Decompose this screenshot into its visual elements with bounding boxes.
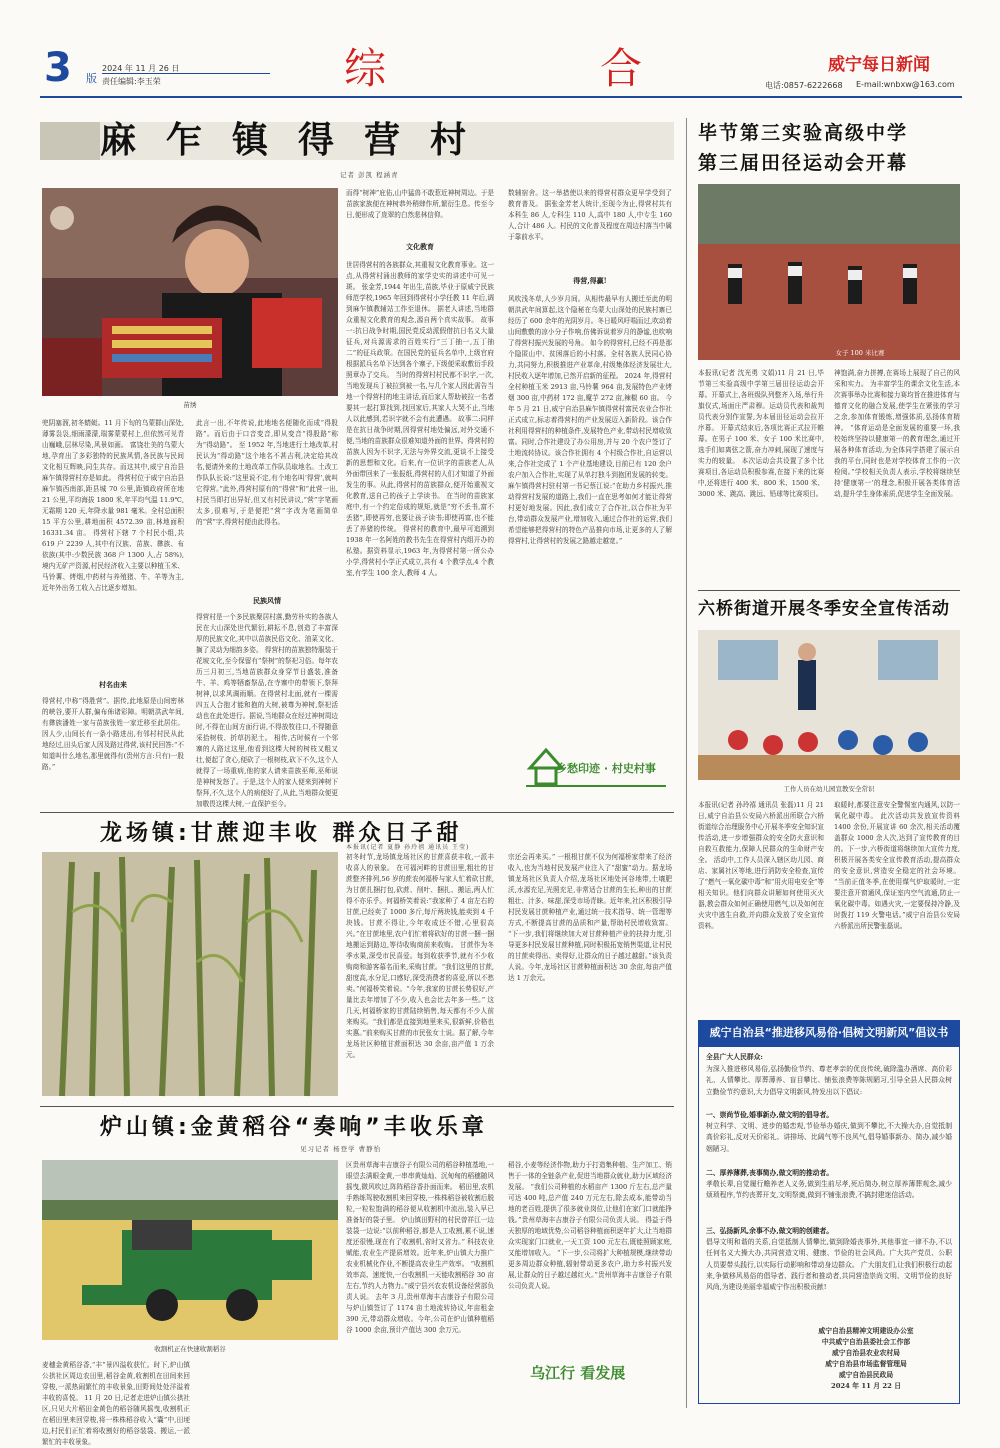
article5-column-2: 取暖时,都要注意安全警惕室内通风,以防一氧化碳中毒。 此次活动共发放宣传资料 1400 余份,开展宣讲 60 余次,相关活动覆盖群众 1000 余人次,达到了宣传教育的目的。下一步,六桥街道将继续加大宣传力度,积极开展各类安全宣传教育活动,提高群众的安全意识,营造安全稳定的社会环境。 “当前正值冬季,在使用煤气炉取暖时,一定要注意开窗通风,保证室内空气流通,防止一氧化碳中毒。如遇火灾,一定要保持冷静,及时拨打 119 火警电话。”威宁自治县公安局六桥派出所民警张磊说。 <box>834 801 960 930</box>
article3-headline: 炉山镇:金黄稻谷“奏响”丰收乐章 <box>100 1115 488 1140</box>
harvester-photo <box>42 1160 338 1340</box>
proposal-signatory-2: 中共威宁自治县委社会工作部 <box>821 1338 911 1346</box>
article2-byline: 本报讯(记者 夏静 孙玲禧 通讯员 王莹) <box>346 844 470 851</box>
article5-headline: 六桥街道开展冬季安全宣传活动 <box>698 599 950 619</box>
article1-subhead-1: 村名由来 <box>99 680 127 689</box>
article1-photo-caption: 苗绣 <box>183 401 197 409</box>
article1-column-3: 而得“树神”庇佑,山中猛兽不敢惹近神树周边。于是苗族家族便在神树恭外稍肆作所,繁衍生息。传至今日,便形成了庞翠的白然悲林信仰。 <box>346 189 494 219</box>
article5-column-1: 本报讯(记者 孙玲禧 通讯员 张磊)11 月 21 日,威宁自治县公安局六桥派出所联合六桥街道综合治理服务中心开展冬季安全知识宣传活动,进一步增强群众的安全防火意识和自救互救能力,保障人民群众的生命财产安全。 活动中,工作人员深入辖区幼儿园、商店、家属社区等地,进行消防安全检查,宣传了“燃气一氧化碳中毒”和“用火用电安全”等相关知识。他们向群众讲解如何使用灭火器,教会群众如何正确使用燃气,以及如何在火灾中逃生自救,并向群众发放了安全宣传资料。 <box>698 801 824 930</box>
masthead-divider <box>102 73 270 74</box>
embroidery-photo <box>42 188 338 396</box>
editor-credit: 责任编辑:李玉荣 <box>102 77 161 86</box>
issue-date: 2024 年 11 月 26 日 <box>102 64 180 73</box>
proposal-signatory-1: 威宁自治县精神文明建设办公室 <box>818 1327 914 1335</box>
article2-column-2: 宗还会再来买。” 一根根甘蔗不仅为何福桥家带来了经济收入,也为当地村民发展产业注入了“甜蜜”动力。据龙场镇龙场社区负责人介绍,龙场社区地处河谷地带,土壤肥沃,水源充足,光照充足,非常适合甘蔗的生长,种出的甘蔗粗壮、汁多、味甜,深受市场青睐。近年来,社区积极引导村民发展甘蔗种植产业,通过统一技术指导、统一管理等方式,不断提高甘蔗的品质和产量,帮助村民增收致富。 “下一步,我们将继续加大对甘蔗种植产业的扶持力度,引导更多村民发展甘蔗种植,同时积极拓宽销售渠道,让村民的甘蔗卖得出、卖得好,让群众的日子越过越甜。”该负责人说。今年,龙场社区甘蔗种植面积达 30 余亩,每亩产值达 1 万余元。 <box>508 853 672 982</box>
proposal-intro: 为深入推进移风易俗,弘扬勤俭节约、尊老孝亲的优良传统,破除滥办酒席、高价彩礼、人情攀比、厚葬薄养、盲目攀比、铺张浪费等陈规陋习,引导全县人民群众树立勤俭节约意识,大力倡导文明新风,特发出以下倡议: <box>706 1065 952 1096</box>
article1-subhead-3: 民族风情 <box>253 596 281 605</box>
article1-column-1: 兜阴塞溜,初冬蜻蜓。11 月下旬的乌蒙群山深处,薄雾袅袅,细雨濛濛,瑞雾蒙蒙村上,但依然可见青山巍峨,层林尽染,风景如画。 富饶壮美的乌蒙大地,孕育出了多彩独特的民族风情,各民族与民间文化相互辉映,同生共存。而这其中,威宁自治县麻乍镇得营村亦是如此。 得营村位于威宁自治县麻乍镇西南部,距县城 70 公里,距镇政府所在地 21 公里,平均海拔 1800 米,年平均气温 11.9℃,无霜期 120 天,年降水量 981 毫米。全村总面积 15 平方公里,耕地面积 4572.39 亩,林地面积 16331.34 亩。 得营村下辖 7 个村民小组,共 619 户 2239 人,其中有汉族、苗族、彝族、布依族(其中:少数民族 368 户 1300 人,占 58%),境内无矿产资源,村民经济收入主要以种植玉米、马铃薯、烤烟,中药材与养殖猪、牛、羊等为主,近年外出务工收入占比逐步增加。 <box>42 419 184 592</box>
article1-column-4: 数辅宿舍。这一举措使以来的得营村群众更早学受到了教育普及。 据张金芳老人统计,至现今为止,得营村共有本科生 86 人,专科生 110 人,高中 180 人,中专生 160 人,合计 486 人。村民的文化普及程度在周边村落当中属于靠前水平。 <box>508 189 672 241</box>
proposal-signatory-3: 威宁自治县农业农村局 <box>832 1349 900 1357</box>
article1-byline: 记者 彭凯 程涵青 <box>340 171 399 179</box>
article4-column-1: 本报讯(记者 沈光勇 文娟)11 月 21 日,毕节第三实验高级中学第三届田径运动会开幕。开幕式上,各班级队列整齐入场,举行升旗仪式,场面庄严肃穆。运动员代表和裁判员代表分别作宣誓,为本届田径运动会拉开序幕。 开幕式结束后,各项比赛正式拉开帷幕。在男子 100 米、女子 100 米比赛中,选手们如离弦之箭,奋力冲刺,展现了速度与实力的较量。 本次运动会共设置了多个比赛项目,各运动员积极参赛,在接下来的比赛中,还将进行 400 米、800 米、1500 米、3000 米、跳高、跳远、铅球等比赛项目。 <box>698 369 824 498</box>
article4-headline-line2: 第三届田径运动会开幕 <box>698 152 909 174</box>
proposal-signatory-5: 威宁自治县民政局 <box>838 1371 894 1379</box>
village-history-stamp-text: 乡愁印迹 · 村史村事 <box>556 762 656 775</box>
sports-meet-photo <box>698 184 960 360</box>
article3-photo-caption: 收割机正在快速收割稻谷 <box>154 1345 226 1353</box>
article1-subhead-4: 得营,得赢! <box>573 276 607 285</box>
section-divider <box>40 1106 674 1107</box>
contact-phone: 电话:0857-6222668 <box>765 81 843 90</box>
article3-byline: 见习记者 杨登学 曹静怡 <box>300 1145 382 1153</box>
section-divider <box>698 590 960 591</box>
proposal-title: 威宁自治县“推进移风易俗·倡树文明新风”倡议书 <box>698 1020 960 1046</box>
article2-column-1: 初冬时节,龙场镇龙场社区的甘蔗喜获丰收,一派丰收喜人的景象。 在可福河畔的甘蔗田里,粗壮的甘蔗整齐排列,56 岁的蔗农何福桥与家人忙着砍甘蔗,为甘蔗扎捆打包,砍蔗、削叶、捆扎、搬运,两人忙得不亦乐乎。何福桥笑着说:“我家种了 4 亩左右的甘蔗,已经卖了 1000 多斤,每斤两块钱,能卖到 4 千块钱。甘蔗不得让,今年收成还不错,心里很高兴。”在甘蔗地里,农户们忙着将砍好的甘蔗一捆一捆地搬运到路边,等待收购商前来收购。 甘蔗作为冬季水果,深受市民喜爱。每到收获季节,就有不少收购商和游客慕名而来,采购甘蔗。“我们这里的甘蔗,甜度高,水分足,口感好,深受消费者的喜爱,所以不愁卖。”何福桥笑着说。“今年,我家的甘蔗长势很好,产量比去年增加了不少,收入也会比去年多一些。” 这几天,何福桥家的甘蔗陆续销售,每天都有不少人前来购买。“我们都是直接到地里来买,很新鲜,价格也实惠。”前来购买甘蔗的市民张女士说。据了解,今年龙场社区种植甘蔗面积达 30 余亩,亩产值 1 万余元。 <box>346 853 494 1059</box>
safety-campaign-photo <box>698 630 960 780</box>
proposal-item1-title: 一、崇尚节俭,婚事新办,做文明的倡导者。 <box>706 1111 834 1119</box>
article3-column-3: 稻谷,小麦等经济作物,助力于打造集种植、生产加工、销售于一体的全链条产业,促进当地群众就业,助力区域经济发展。 “我们公司种植的水稻亩产 1300 斤左右,总产量可达 400 吨,总产值 240 万元左右,除去成本,能带动当地的老百姓,提供了很多就业岗位,让他们在家门口就能挣钱。”贵州草海丰吉康谷子有限公司负责人说。 得益于得天独厚的地域优势,公司稻谷种植面积逐年扩大,让当地群众实现家门口就业,一天工资 100 元左右,既能照顾家庭,又能增加收入。 “下一步,公司将扩大种植规模,继续带动更多周边群众种植,辐射带动更多农户,助力乡村振兴发展,让群众的日子越过越红火。”贵州草海丰吉康谷子有限公司负责人说。 <box>508 1161 672 1290</box>
section-title-char-1: 综 <box>344 44 387 93</box>
contact-email: E-mail:wnbxw@163.com <box>856 80 955 89</box>
article1-column-1b: 得营村,中称“得胜营”。据传,此地原是山间密林的峡谷,要开人群,偏布佈诸彩障。明朝洪武年间,有彝族潘姓一家与苗族张姓一家迁移至此居住。因人少,山间长有一条小路进出,有邻村村民从此地经过,田头后家人因及路过得营,该村民回答:“不知道叫什么地名,那里就得有(贵州方言:只有)一股路。” <box>42 697 184 771</box>
article4-column-2: 神饱满,奋力拼搏,在赛场上展现了自己的风采和实力。 为丰富学生的课余文化生活,本次赛事举办比赛和接力赛均旨在推进体育与德育文化的融合发展,使学生在紧张的学习之余,参加体育锻炼,增强体质,弘扬体育精神。 “体育运动是全面发展的重要一环,我校始终坚持以健康第一的教育理念,通过开展各种体育活动,为全体同学搭建了展示自我的平台,同时也是对学校体育工作的一次检阅。”学校相关负责人表示,学校将继续坚持‘健康第一’的理念,积极开展各类体育活动,提升学生身体素质,促进学生全面发展。 <box>834 369 960 498</box>
proposal-item2-title: 二、厚养薄葬,丧事简办,做文明的推动者。 <box>706 1169 834 1177</box>
wujiang-stamp-text: 乌江行 看发展 <box>530 1364 626 1382</box>
article1-column-2b: 得营村是一个多民族聚居村落,勤劳朴实的各族人民在大山深处世代繁衍,耕耘不息,创造了丰富深厚的民族文化,其中以苗族民俗文化、油菜文化、搁了灵动为细韵多姿。 得营村的苗族独特服装于花坡文化,至今保留有“祭树”的祭祀习俗。每年农历三月初三,当地苗族群众身穿节日盛装,准备牛、羊、鸡等牺畜祭品,在寺寨中的带领下,祭拜树神,以求风调雨顺。在得营村北面,就有一棵需四五人合抱才能和抱的大树,被尊为神树,祭祀活动也在此处进行。据说,当地群众在经过神树周边时,不得在山间方面行讲,不得放牧往口,不得随意采拾树枝、折草扔泥土。 相传,古时候有一个邻寨的人路过这里,他看到这棵大树的树枝又粗又壮,便起了贪心,便砍了一根树枝,砍下不久,这个人就得了一场重病,他的家人请来苗族巫师,巫师说是神树发怒了。于是,这个人的家人便来到神树下祭拜,不久,这个人的病便好了,从此,当地群众便更加敬畏这棵大树,一直保护至今。 <box>196 613 338 808</box>
proposal-item2: 孝敬长辈,自觉履行赡养老人义务,做到生前尽孝,死后简办,树立厚养薄葬观念,减少烦琐程序,节约丧葬开支,文明祭奠,做到不铺张浪费,不搞封建迷信活动。 <box>706 1180 952 1200</box>
masthead-rule <box>40 96 962 98</box>
article1-column-4b: 风吹浅冬草,人少岁月间。从相传最早有人搬迁至此的明朝洪武年间算起,这个隐秘在乌蒙大山深处的民族村寨已经历了 600 余年的光阴岁月。冬日暖风吁喘而过,吹动着山间敷敷的凉小分子作响,仿佛诉说着岁月的静谧,也吹响了得营村振兴发展的号角。 如今的得营村,已经不再是那个隐匿山中、贫困落后的小村落。全村各族人民同心协力,共同努力,积极推进产业革命,村级集体经济发展壮大,村民收入逐年增加,已然开启新的征程。 2024 年,得营村全村种植玉米 2913 亩,马铃薯 964 亩,发展特色产业烤烟 300 亩,中药材 172 亩,魔芋 272 亩,辣椒 60 亩。 今年 5 月 21 日,威宁自治县麻乍镇得营村富民农业合作社正式成立,标志着得营村的产业发展迈入新阶段。该合作社利用得营村的种植条件,发展特色产业,带动村民增收致富。同时,合作社建设了办公用房,并与 20 个农户签订了土地流转协议。该合作社拥有 4 个村级合作社,自运营以来,合作社完成了 1 个产业基地建设,目前已有 120 余户农户加入合作社,实现了从单打独斗到抱团发展的转变。 麻乍镇得营村驻村第一书记蔡江说:“在助力乡村振兴,推动得营村发展的道路上,我们一直在思考如何才能让得营村更好地发展。因此,我们成立了合作社,以合作社为平台,带动群众发展产业,增加收入,通过合作社的运营,我们希望能够把得营村的特色产品推向市场,让更多的人了解得营村,让得营村的发展之路越走越宽。” <box>508 295 672 545</box>
article1-headline: 麻乍镇得营村 <box>100 120 497 161</box>
article1-subhead-2: 文化教育 <box>406 242 434 251</box>
sugarcane-photo <box>42 852 338 1096</box>
article5-photo-caption: 工作人员在幼儿园宣教安全常识 <box>783 785 875 793</box>
paper-name: 威宁每日新闻 <box>828 55 930 75</box>
column-divider <box>686 118 687 1408</box>
page-number: 3 <box>44 45 72 91</box>
article2-headline: 龙场镇:甘蔗迎丰收 群众日子甜 <box>100 821 463 846</box>
headline-banner-accent <box>40 122 100 160</box>
article3-column-1: 麦穗金黄稻谷香,“丰”景四溢收获忙。时下,炉山镇公拱社区周边农田里,稻谷金黄,收割机在田间来回穿梭,一派热闹繁忙的丰收景象,田野间处处洋溢着丰收的喜悦。 11 月 20 日,记者走进炉山镇公拱社区,只见大片稻田金黄色的稻谷随风摇曳,收割机正在稻田里来回穿梭,将一株株稻谷收入“囊”中,田埂边,村民们正忙着将收割好的稻谷装袋、搬运,一派繁忙的丰收景象。 <box>42 1361 190 1446</box>
proposal-signatory-4: 威宁自治县市场监督管理局 <box>825 1360 907 1368</box>
article1-column-3b: 世居得营村的各族群众,其重视文化教育事业。这一点,从得营村涌出教师的家学史实的讲述中可见一斑。 张金芳,1944 年出生,苗族,毕业于原威宁民族师范学校,1965 年回到得营村小学任教 11 年后,调到麻乍镇教辅站工作至退休。 据老人讲述,当地群众重视文化教育的观念,源自两个真实故事。 故事一:抗日战争时期,国民党反动派假借抗日名义大量征兵,对兵源需求的百姓实行“三丁抽一,五丁抽二”的征兵政策。在国民党的征兵名单中,上级官府根据派兵名单下达到各个寨子,下级便采取敷衍手段照章办了交兵。 当时的得营村村民都不识字,一次,当地发现兵丁被拉到被一名,与几个家人因此需告当地一个得营村的地主讲话,而后家人帮助被拉一名者要其一起打算找到,找回家后,其家人大哭不止,当地人以此感到,若识字就不会有此遭遇。 故事二:同样是在抗日战争时期,因得营村地处偏远,对外交通不便,当地的苗族群众很难知道外面的世界。得营村的苗族人因为不识字,无法与外界交流,更谈不上接受新的思想和文化。后来,有一位识字的苗族老人,从外面带回来了一张报纸,得营村的人们才知道了外面发生的事。从此,得营村的苗族群众,便开始重视文化教育,送自己的孩子上学读书。 在当时的苗族家庭中,有一个约定俗成的规矩,就是“穷不丢书,富不丢猪”,即使再穷,也要让孩子读书;即使再富,也不能丢了养猪的传统。 得营村的教育中,最早可追溯到 1938 年一名阿姓的教书先生在得营村内组开办的私塾。据资料显示,1963 年,为得营村第一所公办小学,得营村小学正式成立,共有 4 个教学点,4 个教室,有学生 100 余人,教师 4 人。 <box>346 261 494 577</box>
proposal-greeting: 全县广大人民群众: <box>706 1053 763 1061</box>
article4-photo-caption: 女子 100 米比赛 <box>835 349 885 357</box>
page-suffix: 版 <box>86 72 97 85</box>
article4-headline-line1: 毕节第三实验高级中学 <box>698 122 909 144</box>
proposal-item3-title: 三、弘扬新风,余事不办,做文明的创建者。 <box>706 1227 834 1235</box>
proposal-item1: 树立科学、文明、进步的婚恋观,节俭举办婚庆,做到不攀比,不大操大办,自觉抵制高价彩礼,反对天价彩礼、讲排场、比阔气等不良风气,倡导婚事新办、简办,减少婚姻陋习。 <box>706 1122 952 1153</box>
article1-column-2: 此言一出,不年传说,此地地名便随化而成“得股路”。而后由于口音变音,即从变音“得股路”称为“得动路”。 至 1952 年,当地进行土地改革,村民认为“得动路”这个地名不甚吉利,决定给其改名,便请外来的土地改革工作队员取地名。土改工作队队长说:“这里说不定,有个地名叫‘得营’,就叫它得营。”此外,得营村原有的“得营”和“此营一出,村民当即打出异好,但又有村民讲议,“营”字笔画太多,很难写,于是便把“营”字改为笔画简单的“营”字,得营村便由此得名。 <box>196 419 338 526</box>
section-title-char-2: 合 <box>600 44 643 93</box>
proposal-item3: 倡导文明和谐的关系,自觉抵制人情攀比,做到除婚丧事外,其他事宜一律不办,不以任何名义大操大办,共同营造文明、健康、节俭的社会风尚。广大共产党员、公职人员要带头践行,以实际行动影响和带动身边群众。 广大朋友们,让我们积极行动起来,争做移风易俗的倡导者、践行者和推动者,共同营造崇尚文明、文明节俭的良好风尚,为建设美丽幸福威宁作出积极贡献! <box>706 1238 952 1292</box>
article3-column-2: 区贵州草海丰吉康谷子有限公司的稻谷种植基地,一眼望去满眼金黄,一串串黄灿灿、沉甸甸的稻穗随风摇曳,微风吹过,阵阵稻谷香扑面而来。 稻田里,农机手熟练驾驶收割机来回穿梭,一株株稻谷被收割后脱粒,一粒粒饱满的稻谷便从收割机中流出,装入早已准备好的袋子里。 炉山镇田野村的村民曾祥江一边装袋一边说:“以前种稻谷,都是人工收割,累不说,速度还很慢,现在有了收割机,省时又省力。” 科技农业赋能,农业生产提质增效。近年来,炉山镇大力推广农业机械化作业,不断提高农业生产效率。 “收割机效率高、速度快,一台收割机一天能收割稻谷 30 亩左右,节约人力物力。”威宁县兴农农机设备经营部负责人说。 去年 3 月,贵州草海丰吉康谷子有限公司与炉山镇签订了 1174 亩土地流转协议,年亩租金 390 元,带动群众增收。今年,公司在炉山镇种植稻谷 1000 余亩,预计产值达 300 余万元。 <box>346 1161 494 1334</box>
proposal-date: 2024 年 11 月 22 日 <box>830 1382 902 1390</box>
section-divider <box>40 812 674 813</box>
